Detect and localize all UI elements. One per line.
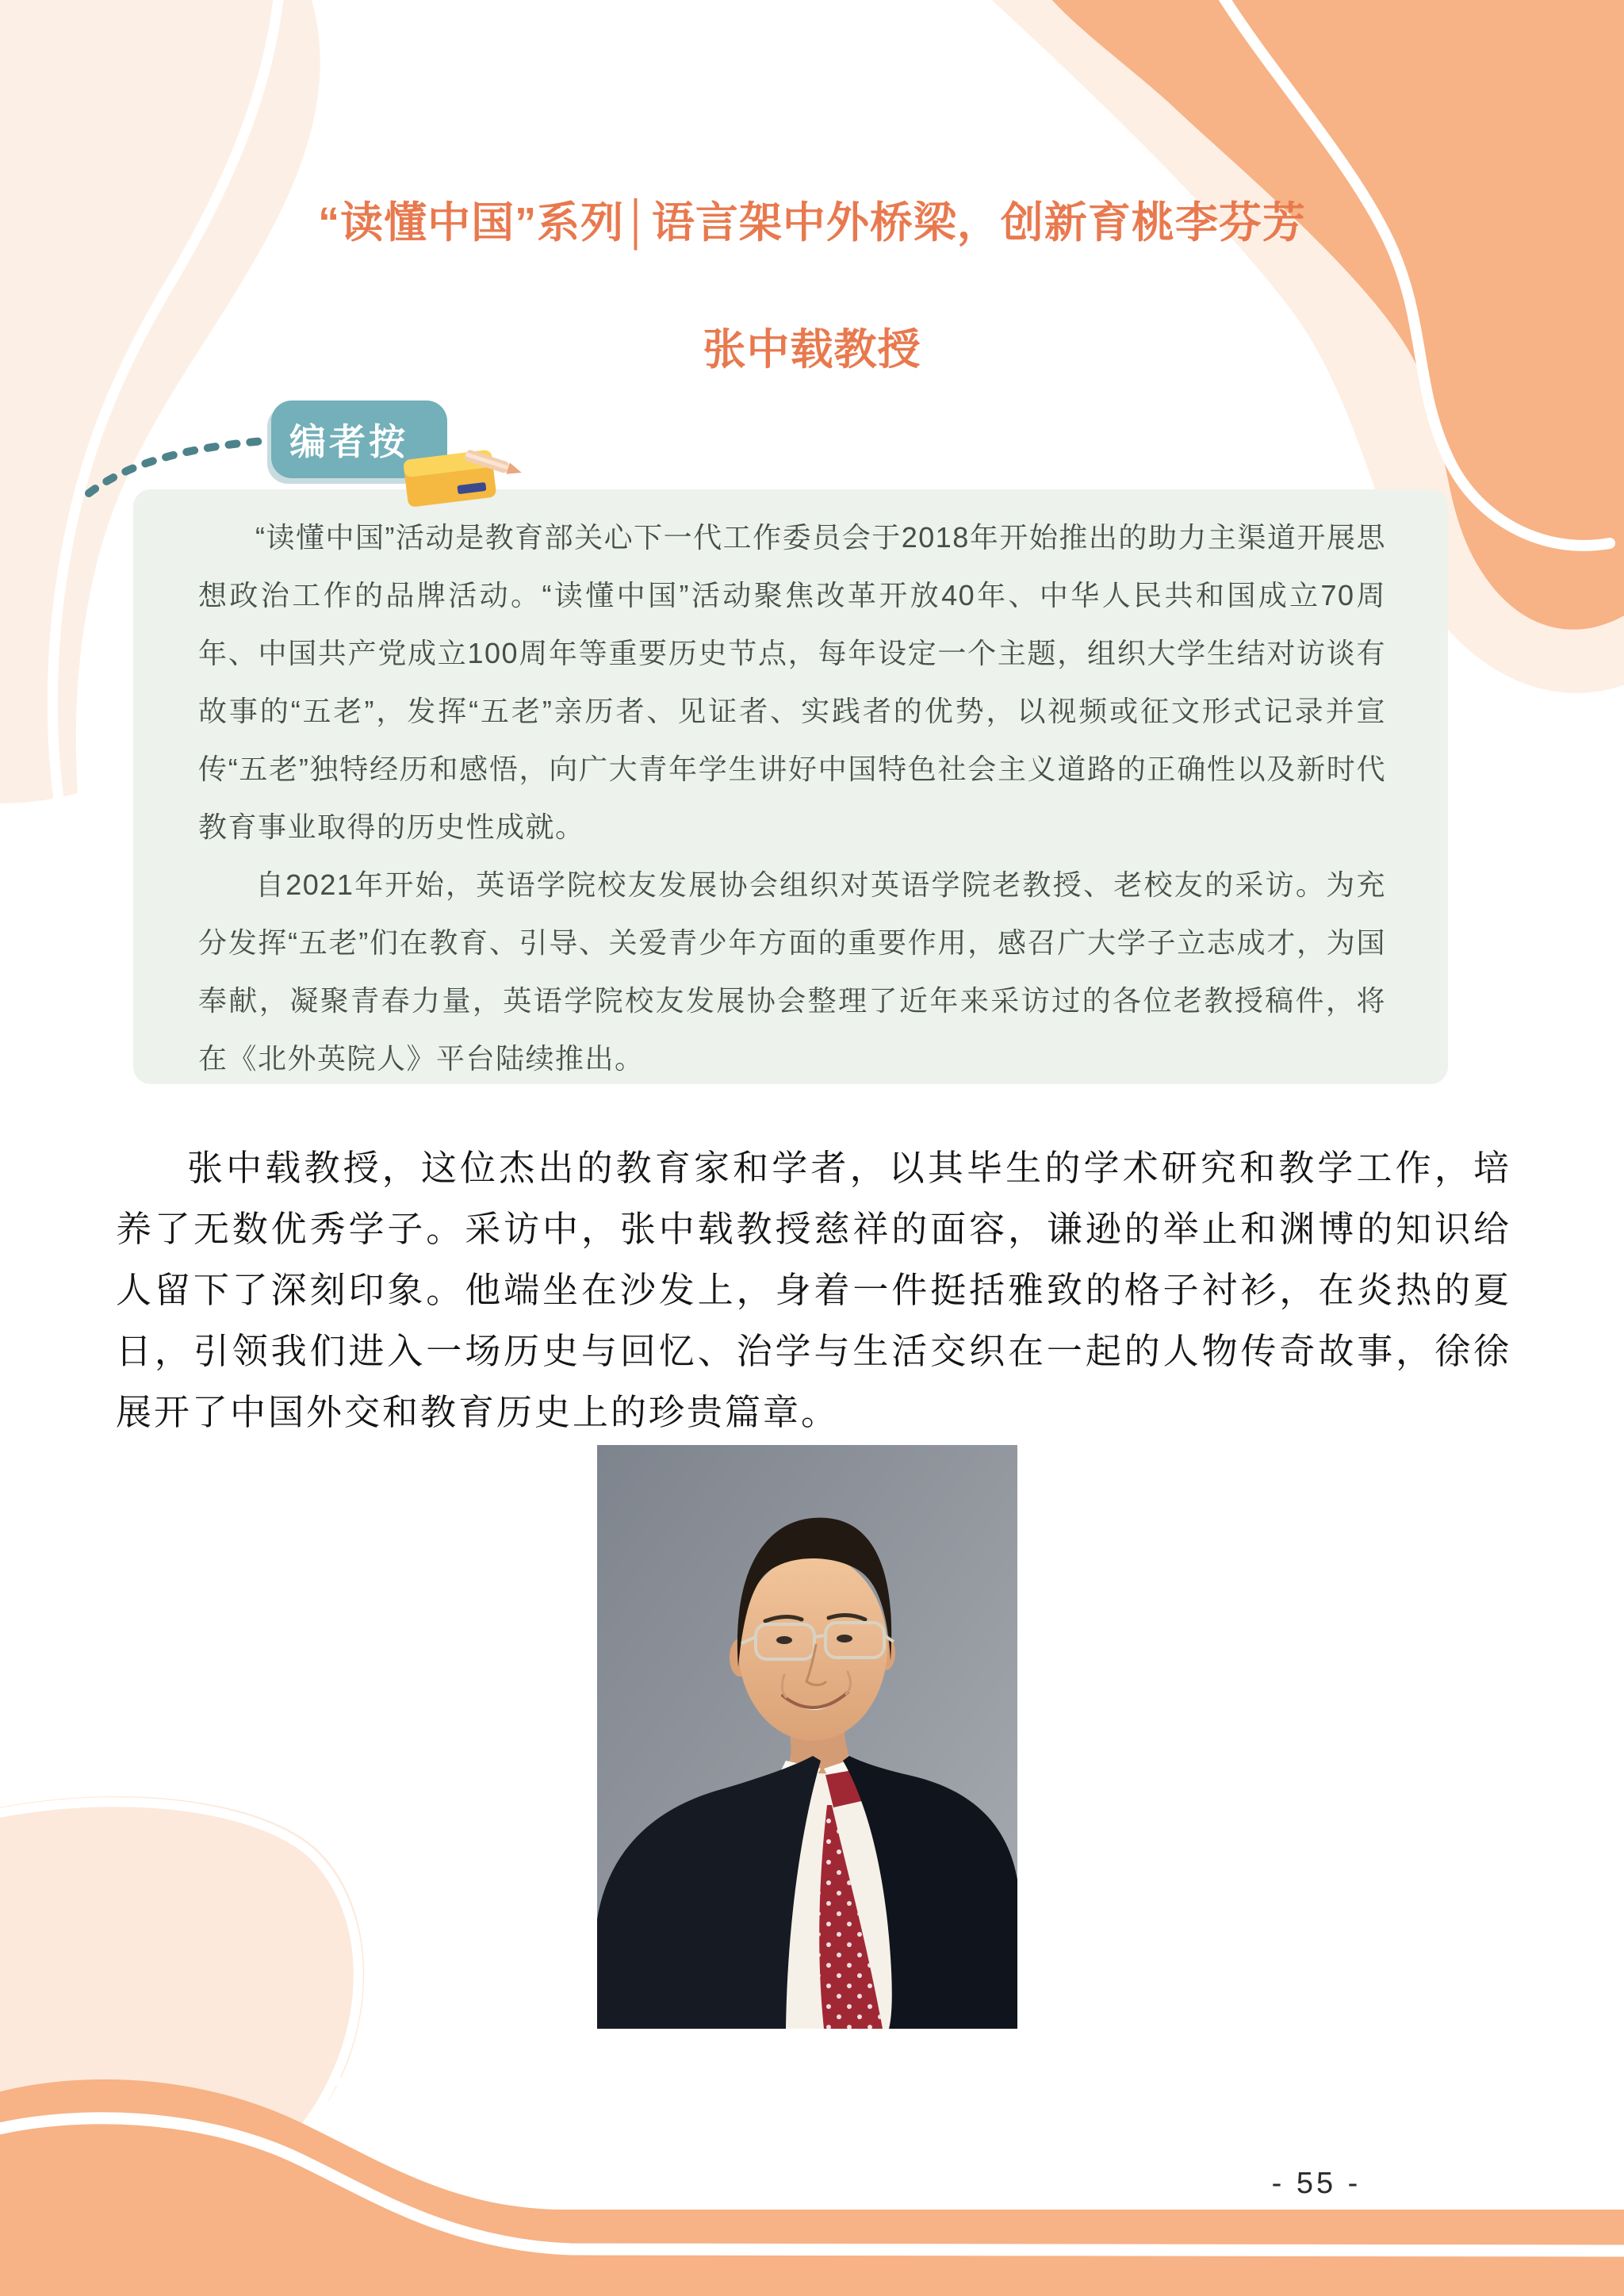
editor-note-paragraph-2: 自2021年开始，英语学院校友发展协会组织对英语学院老教授、老校友的采访。为充分发挥“五老”们在教育、引导、关爱青少年方面的重要作用，感召广大学子立志成才，为国奉献，凝聚青春力量，英语学院校友发展协会整理了近年来采访过的各位老教授稿件，将在《北外英院人》平台陆续推出。 — [198, 868, 1386, 1075]
professor-portrait-photo — [597, 1445, 1017, 2029]
article-lead-paragraph: 张中载教授，这位杰出的教育家和学者，以其毕生的学术研究和教学工作，培养了无数优秀学子。采访中，张中载教授慈祥的面容，谦逊的举止和渊博的知识给人留下了深刻印象。他端坐在沙发上，身着一件挺括雅致的格子衬衫，在炎热的夏日，引领我们进入一场历史与回忆、治学与生活交织在一起的人物传奇故事，徐徐展开了中国外交和教育历史上的珍贵篇章。 — [116, 1148, 1511, 1432]
page-title-line-1: “读懂中国”系列│语言架中外桥梁，创新育桃李芬芳 — [318, 199, 1306, 247]
editor-note-paragraph-1: “读懂中国”活动是教育部关心下一代工作委员会于2018年开始推出的助力主渠道开展思想政治工作的品牌活动。“读懂中国”活动聚焦改革开放40年、中华人民共和国成立70周年、中国共产党成立100周年等重要历史节点，每年设定一个主题，组织大学生结对访谈有故事的“五老”，发挥“五老”亲历者、见证者、实践者的优势，以视频或征文形式记录并宣传“五老”独特经历和感悟，向广大青年学生讲好中国特色社会主义道路的正确性以及新时代教育事业取得的历史性成就。 — [198, 521, 1386, 843]
editor-note-badge-label: 编者按 — [289, 421, 408, 462]
editor-note-box — [133, 489, 1448, 1084]
page-title-line-2: 张中载教授 — [703, 326, 921, 374]
page-number: - 55 - — [1271, 2167, 1362, 2200]
notebook-pencil-icon — [390, 428, 533, 516]
